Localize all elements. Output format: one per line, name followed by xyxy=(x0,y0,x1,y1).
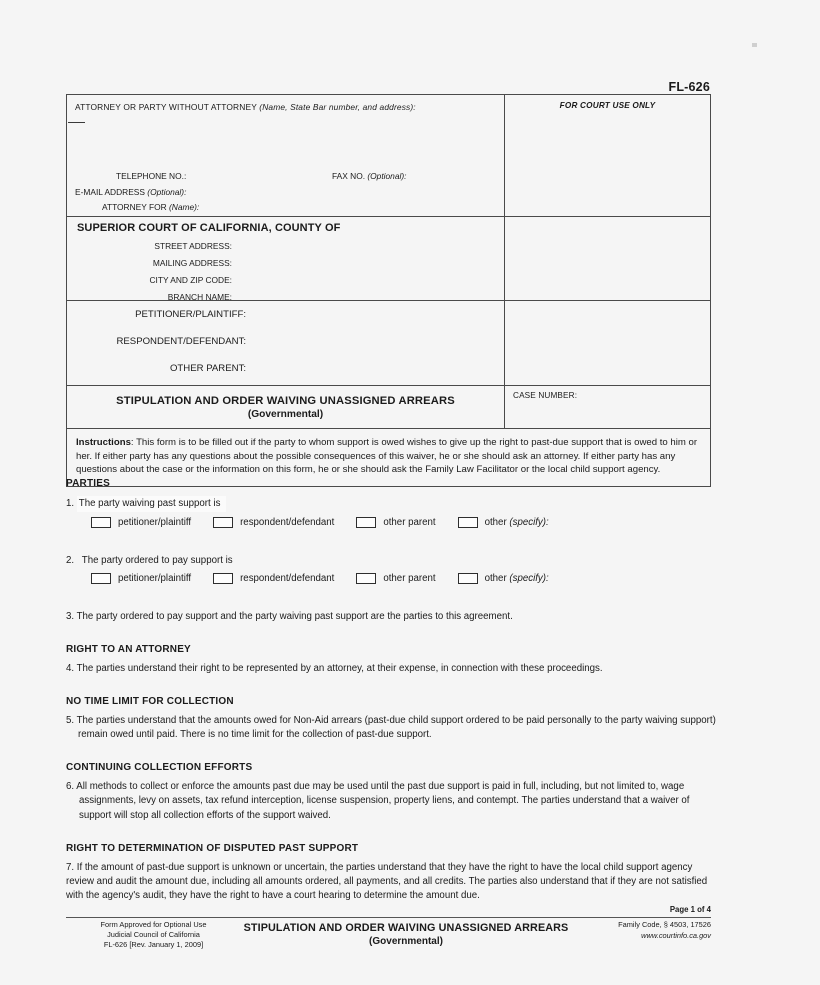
court-use-cell xyxy=(505,95,710,216)
attorney-label: ATTORNEY OR PARTY WITHOUT ATTORNEY (Name, State Bar number, and address): xyxy=(75,102,416,112)
checkbox-2-respondent-label: respondent/defendant xyxy=(240,573,335,585)
telephone-fax-row xyxy=(67,171,504,184)
instructions-text: : This form is to be filled out if the party to whom support is owed wishes to give up the right to past-due support that is owed to him or her. If either party has any questions about the possible consequences of this waiver, he or she should ask an attorney. If either party has any questions about the case or the information on this form, he or she should ask the Family Law Facilitator or the local child support agency. xyxy=(76,437,698,476)
email-label: E-MAIL ADDRESS (Optional): xyxy=(75,187,187,197)
branch-name-label: BRANCH NAME: xyxy=(167,292,232,302)
checkbox-1-other-label: other (specify): xyxy=(484,517,549,529)
item-3: 3. The party ordered to pay support and the party waiving past support are the parties to this agreement. xyxy=(66,611,513,623)
spacer-1 xyxy=(66,528,716,554)
page-footer xyxy=(66,920,711,951)
spacer-5 xyxy=(66,742,716,762)
page-number: Page 1 of 4 xyxy=(669,905,711,914)
footer-approved-line-1: Form Approved for Optional Use xyxy=(100,920,207,929)
checkbox-1-petitioner-label: petitioner/plaintiff xyxy=(118,517,192,529)
caption-row-title xyxy=(67,386,710,429)
form-body xyxy=(66,478,716,903)
footer-approved-line-2: Judicial Council of California xyxy=(107,930,200,940)
caption-row-attorney xyxy=(67,95,710,217)
item-1 xyxy=(66,496,716,512)
form-title: STIPULATION AND ORDER WAIVING UNASSIGNED ARREARS xyxy=(116,394,455,407)
checkbox-2-respondent[interactable] xyxy=(213,573,233,584)
attorney-heading: RIGHT TO AN ATTORNEY xyxy=(66,644,191,656)
checkbox-1-other-parent-label: other parent xyxy=(383,517,436,529)
disputed-heading: RIGHT TO DETERMINATION OF DISPUTED PAST SUPPORT xyxy=(66,842,359,854)
checkbox-1-other[interactable] xyxy=(458,517,478,528)
item-2-checkbox-row xyxy=(66,573,716,584)
spacer-4 xyxy=(66,676,716,696)
caption-row-parties xyxy=(67,301,710,386)
item-1-checkbox-row xyxy=(66,517,716,528)
footer-revision: FL-626 [Rev. January 1, 2009] xyxy=(103,940,204,950)
checkbox-1-respondent-label: respondent/defendant xyxy=(240,517,335,529)
form-number: FL-626 xyxy=(668,80,710,94)
attorney-for-label: ATTORNEY FOR (Name): xyxy=(102,202,200,212)
item-2 xyxy=(66,554,716,568)
form-subtitle: (Governmental) xyxy=(247,408,324,420)
item-7: 7. If the amount of past-due support is unknown or uncertain, the parties understand that they have the right to have the local child support agency review and audit the amount due, including all amounts ordered, all payments, and all credits. The parties also understand that if they are not satisfied with the agency's audit, they have the right to have a court hearing to determine the amount due. xyxy=(66,861,708,901)
street-address-label: STREET ADDRESS: xyxy=(154,241,232,251)
footer-divider xyxy=(66,917,711,918)
court-use-cell-lower xyxy=(505,301,710,385)
checkbox-2-other-label: other (specify): xyxy=(484,573,549,585)
fax-label: FAX NO. (Optional): xyxy=(332,171,407,181)
form-title-cell xyxy=(67,386,505,428)
footer-reference-block xyxy=(571,920,711,941)
caption-table xyxy=(66,94,711,487)
case-number-cell[interactable] xyxy=(505,386,710,428)
attorney-field-tick xyxy=(68,122,85,123)
scan-artifact-mark xyxy=(752,43,757,47)
case-number-label: CASE NUMBER: xyxy=(513,391,578,400)
footer-website: www.courtinfo.ca.gov xyxy=(641,930,711,940)
court-title: SUPERIOR COURT OF CALIFORNIA, COUNTY OF xyxy=(77,222,341,234)
checkbox-2-petitioner[interactable] xyxy=(91,573,111,584)
other-parent-label: OTHER PARENT: xyxy=(169,363,246,374)
item-2-text: The party ordered to pay support is xyxy=(81,555,233,567)
caption-row-court xyxy=(67,217,710,301)
footer-title: STIPULATION AND ORDER WAIVING UNASSIGNED ARREARS xyxy=(243,922,569,934)
checkbox-2-petitioner-label: petitioner/plaintiff xyxy=(118,573,192,585)
footer-approval-block xyxy=(66,920,241,951)
parties-heading: PARTIES xyxy=(66,478,110,489)
checkbox-2-other-parent-label: other parent xyxy=(383,573,436,585)
spacer-6 xyxy=(66,823,716,843)
footer-code-reference: Family Code, § 4503, 17526 xyxy=(618,920,711,929)
telephone-label: TELEPHONE NO.: xyxy=(116,171,187,181)
checkbox-2-other-parent[interactable] xyxy=(356,573,376,584)
court-use-cell-mid xyxy=(505,217,710,300)
checkbox-1-other-parent[interactable] xyxy=(356,517,376,528)
footer-title-block xyxy=(241,920,571,947)
court-cell[interactable] xyxy=(67,217,505,300)
footer-subtitle: (Governmental) xyxy=(369,936,443,947)
checkbox-1-respondent[interactable] xyxy=(213,517,233,528)
item-6: 6. All methods to collect or enforce the amounts past due may be used until the past due support is paid in full, including, but not limited to, wage assignments, levy on assets, tax refund interception, license suspension, property liens, and contempt. The parties understand that a waiver of support will stop all collection efforts of the support waived. xyxy=(66,781,690,821)
attorney-cell[interactable] xyxy=(67,95,505,216)
court-use-only-label: FOR COURT USE ONLY xyxy=(559,101,656,110)
item-4: 4. The parties understand their right to be represented by an attorney, at their expense, in connection with these proceedings. xyxy=(66,663,603,675)
collection-heading: CONTINUING COLLECTION EFFORTS xyxy=(66,762,253,774)
spacer-2 xyxy=(66,584,716,610)
mailing-address-label: MAILING ADDRESS: xyxy=(152,258,232,268)
item-2-number: 2. xyxy=(66,555,75,567)
petitioner-label: PETITIONER/PLAINTIFF: xyxy=(135,309,246,320)
instructions-lead: Instructions xyxy=(76,437,131,448)
spacer-3 xyxy=(66,624,716,644)
checkbox-2-other[interactable] xyxy=(458,573,478,584)
no-time-limit-heading: NO TIME LIMIT FOR COLLECTION xyxy=(66,696,234,708)
respondent-label: RESPONDENT/DEFENDANT: xyxy=(116,336,246,347)
item-5: 5. The parties understand that the amounts owed for Non-Aid arrears (past-due child support ordered to be paid personally to the party waiving support) remain owed until paid. There is no time limit for the collection of past-due support. xyxy=(66,715,716,741)
checkbox-1-petitioner[interactable] xyxy=(91,517,111,528)
city-zip-label: CITY AND ZIP CODE: xyxy=(149,275,232,285)
item-1-text: The party waiving past support is xyxy=(77,496,227,512)
item-1-number: 1. xyxy=(66,498,75,509)
parties-cell[interactable] xyxy=(67,301,505,385)
